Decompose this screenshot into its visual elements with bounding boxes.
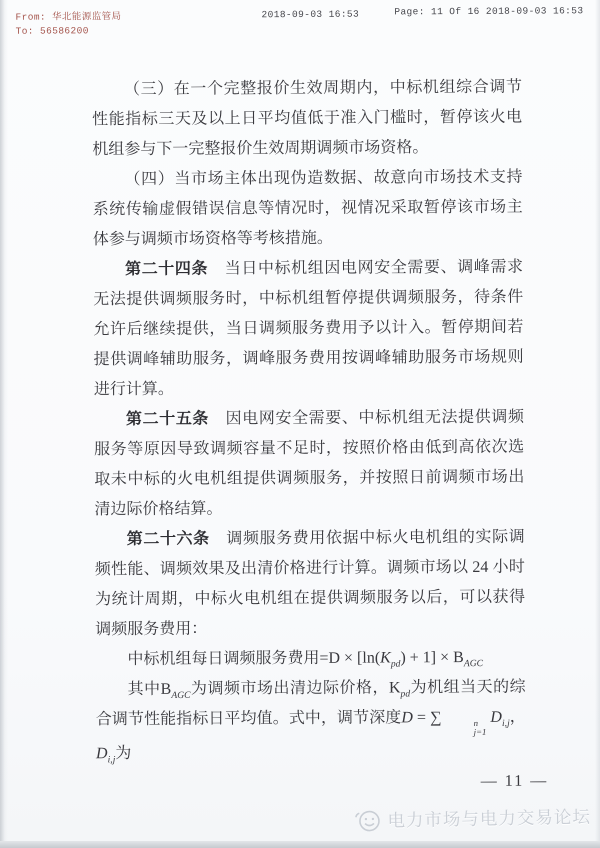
fax-from-to-block: [15, 10, 121, 39]
forum-logo-icon: [353, 807, 382, 834]
article-26-paragraph: 第二十六条 调频服务费用依据中标火电机组的实际调频性能、调频效果及出清价格进行计算。调频市场以 24 小时为统计周期，中标火电机组在提供调频服务以后，可以获得调频服务费用：: [94, 528, 526, 639]
fax-page-info: Page: 11 Of 16 2018-09-03 16:53: [394, 5, 584, 18]
fax-to-line: To: 56586200: [15, 25, 89, 37]
formula-line: 中标机组每日调频服务费用$=D \times [\ln(K_{pd}) + 1] \times B_{AGC}$: [127, 649, 484, 670]
article-25-paragraph: 第二十五条 因电网安全需要、中标机组无法提供调频服务等原因导致调频容量不足时，按照价格由低到高依次选取未中标的火电机组提供调频服务，并按照日前调频市场出清边际价格结算。: [94, 408, 525, 519]
watermark-text: 电力市场与电力交易论坛: [386, 807, 591, 832]
fax-timestamp: 2018-09-03 16:53: [261, 8, 360, 21]
formula-explanation-paragraph: 其中$B_{AGC}$为调频市场出清边际价格，$K_{pd}$为机组当天的综合调节性能指标日平均值。式中，调节深度D = ∑ n j=1 $D_{i,j}$，$D_{i,j}$为: [95, 678, 526, 766]
page-number: — 11 —: [480, 772, 549, 790]
fax-header: [0, 0, 598, 42]
fax-from-line: From: 华北能源监管局: [15, 11, 122, 23]
document-body: [92, 73, 549, 800]
clause-3-paragraph: （三）在一个完整报价生效周期内，中标机组综合调节性能指标三天及以上日平均值低于准入门槛时，暂停该火电机组参与下一完整报价生效周期调频市场资格。: [92, 78, 523, 159]
clause-4-paragraph: （四）当市场主体出现伪造数据、故意向市场技术支持系统传输虚假错误信息等情况时，视情况采取暂停该市场主体参与调频市场资格等考核措施。: [92, 168, 523, 249]
scan-bottom-edge: [0, 841, 600, 848]
article-24-paragraph: 第二十四条 当日中标机组因电网安全需要、调峰需求无法提供调频服务时，中标机组暂停提供调频服务，待条件允许后继续提供，当日调频服务费用予以计入。暂停期间若提供调峰辅助服务，调峰服务费用按调峰辅助服务市场规则进行计算。: [93, 258, 524, 399]
forum-watermark: [353, 803, 591, 834]
